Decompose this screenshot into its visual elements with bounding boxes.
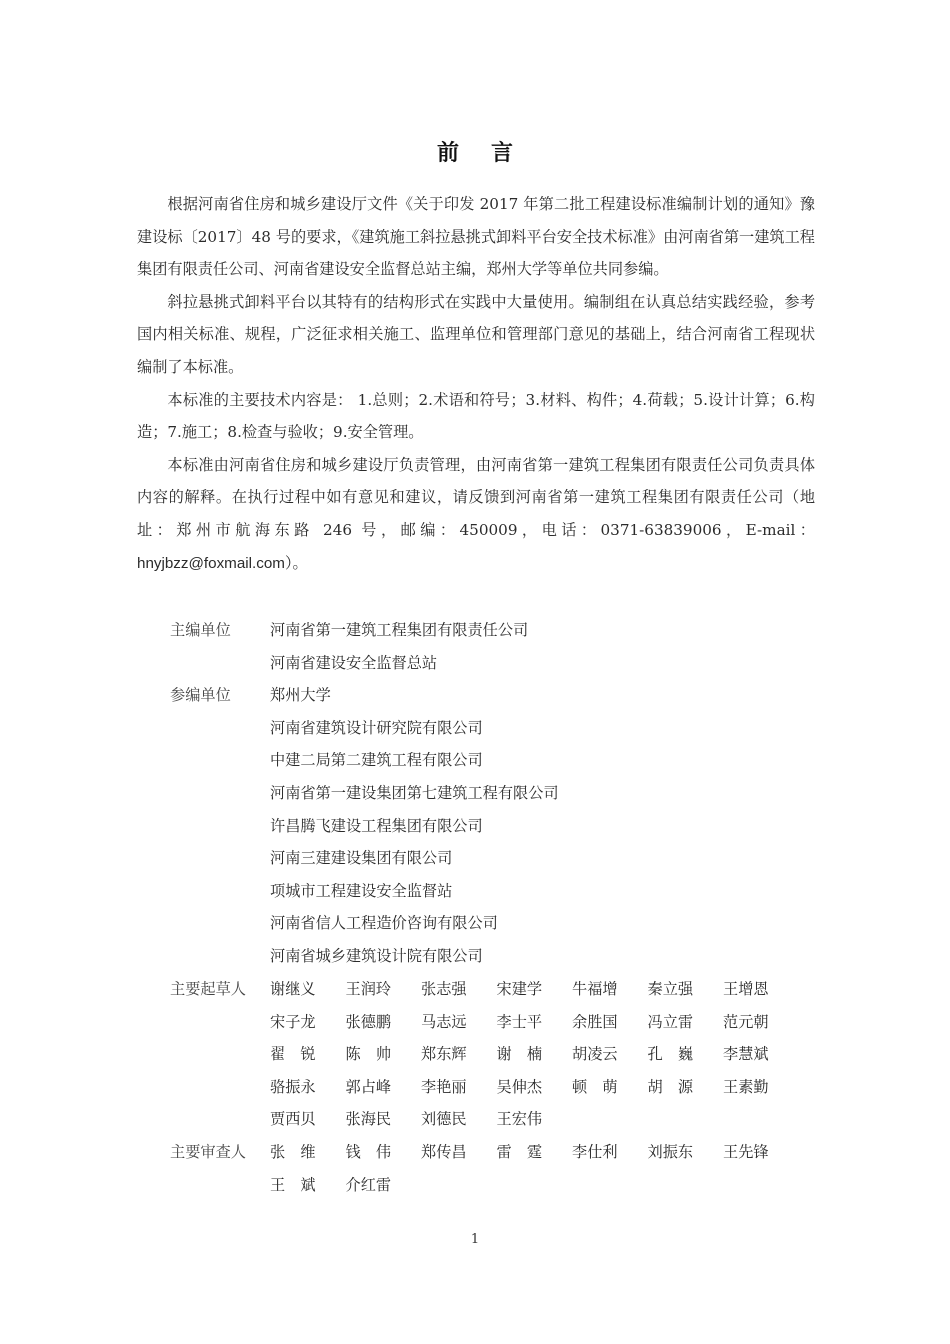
- person-name: 牛福增: [572, 980, 618, 998]
- person-name: 王先锋: [723, 1142, 769, 1161]
- list-item: 河南省城乡建筑设计院有限公司: [270, 946, 483, 965]
- person-name: 谢 楠: [496, 1045, 543, 1064]
- list-item: 河南省第一建设集团第七建筑工程有限公司: [270, 783, 559, 802]
- paragraph-basis: 根据河南省住房和城乡建设厅文件《关于印发 2017 年第二批工程建设标准编制计划的通知》豫建设标〔2017〕48 号的要求，《建筑施工斜拉悬挑式卸料平台安全技术标准》由河南省第一建筑工程集团有限责任公司、河南省建设安全监督总站主编，郑州大学等单位共同参编。: [137, 195, 815, 279]
- list-item: 河南省信人工程造价咨询有限公司: [270, 914, 498, 933]
- person-name: 介红雷: [345, 1175, 392, 1194]
- person-name: 骆振永: [270, 1077, 316, 1096]
- paragraph-background: 斜拉悬挑式卸料平台以其特有的结构形式在实践中大量使用。编制组在认真总结实践经验，参考国内相关标准、规程，广泛征求相关施工、监理单位和管理部门意见的基础上，结合河南省工程现状编制了本标准。: [137, 292, 815, 376]
- drafters-label: 主要起草人: [170, 980, 246, 998]
- person-name: 马志远: [421, 1012, 467, 1031]
- person-name: 刘振东: [647, 1142, 694, 1161]
- person-name: 宋子龙: [270, 1012, 316, 1031]
- person-name: 秦立强: [647, 980, 694, 998]
- participating-units-list: [270, 679, 830, 972]
- person-name: 张德鹏: [345, 1012, 392, 1031]
- drafters-group: [170, 973, 830, 1136]
- person-name: 张海民: [345, 1110, 392, 1129]
- drafters-list: [270, 973, 830, 1136]
- list-item: 郑州大学: [270, 686, 331, 705]
- page-title: 前言: [436, 141, 545, 166]
- list-item: 项城市工程建设安全监督站: [270, 881, 453, 900]
- person-name: 张 维: [270, 1142, 316, 1161]
- reviewers-list: [270, 1136, 830, 1201]
- person-name: 王增恩: [723, 980, 769, 998]
- person-name: 顿 萌: [572, 1077, 618, 1096]
- person-name: 孔 巍: [647, 1045, 694, 1064]
- people-section: [170, 973, 830, 1201]
- person-name: 李士平: [496, 1012, 543, 1031]
- preface-body: [137, 188, 815, 580]
- chief-units-label: 主编单位: [170, 621, 231, 639]
- person-name: 王宏伟: [496, 1110, 543, 1129]
- person-name: 雷 霆: [496, 1142, 543, 1161]
- person-name: 张志强: [421, 980, 467, 998]
- person-name: 郑东辉: [421, 1045, 467, 1064]
- list-item: 河南省建设安全监督总站: [270, 653, 438, 672]
- person-name: 郭占峰: [345, 1077, 392, 1096]
- person-name: 翟 锐: [270, 1045, 316, 1064]
- chief-units-group: [170, 614, 830, 679]
- person-name: 郑传昌: [421, 1142, 467, 1161]
- person-name: 谢继义: [270, 980, 316, 998]
- contact-closing: ）。: [284, 553, 308, 572]
- list-item: 河南省第一建筑工程集团有限责任公司: [270, 621, 529, 639]
- person-name: 钱 伟: [345, 1142, 392, 1161]
- person-name: 胡 源: [647, 1077, 694, 1096]
- paragraph-contact: [137, 449, 815, 580]
- person-name: 余胜国: [572, 1012, 618, 1031]
- person-name: 刘德民: [421, 1110, 467, 1129]
- person-name: 王素勤: [723, 1077, 769, 1096]
- units-section: [170, 614, 830, 973]
- person-name: 范元朝: [723, 1012, 769, 1031]
- person-name: 宋建学: [496, 980, 543, 998]
- reviewers-label: 主要审查人: [170, 1142, 246, 1161]
- chief-units-list: [270, 614, 830, 679]
- contact-email: hnyjbzz@foxmail.com: [137, 554, 285, 572]
- contact-text: 本标准由河南省住房和城乡建设厅负责管理，由河南省第一建筑工程集团有限责任公司负责具体内容的解释。在执行过程中如有意见和建议，请反馈到河南省第一建筑工程集团有限责任公司（地址：郑州市航海东路 246 号，邮编：450009，电话：0371-63839006，E-mail：: [137, 455, 815, 539]
- person-name: 李仕利: [572, 1142, 618, 1161]
- person-name: 胡凌云: [572, 1045, 618, 1064]
- person-name: 贾西贝: [270, 1110, 316, 1129]
- list-item: 中建二局第二建筑工程有限公司: [270, 751, 483, 770]
- participating-units-label: 参编单位: [170, 686, 231, 705]
- person-name: 吴伸杰: [496, 1077, 543, 1096]
- list-item: 河南三建建设集团有限公司: [270, 849, 453, 868]
- person-name: 李艳丽: [421, 1077, 467, 1096]
- person-name: 王 斌: [270, 1175, 316, 1194]
- person-name: 李慧斌: [723, 1045, 769, 1064]
- person-name: 王润玲: [345, 980, 392, 998]
- list-item: 许昌腾飞建设工程集团有限公司: [270, 816, 483, 835]
- list-item: 河南省建筑设计研究院有限公司: [270, 718, 483, 737]
- person-name: 冯立雷: [647, 1012, 694, 1031]
- person-name: 陈 帅: [345, 1045, 392, 1064]
- paragraph-contents: 本标准的主要技术内容是： 1.总则；2.术语和符号；3.材料、构件；4.荷载；5.设计计算；6.构造；7.施工；8.检查与验收；9.安全管理。: [137, 390, 815, 442]
- reviewers-group: [170, 1136, 830, 1201]
- page-number: 1: [470, 1232, 480, 1247]
- participating-units-group: [170, 679, 830, 972]
